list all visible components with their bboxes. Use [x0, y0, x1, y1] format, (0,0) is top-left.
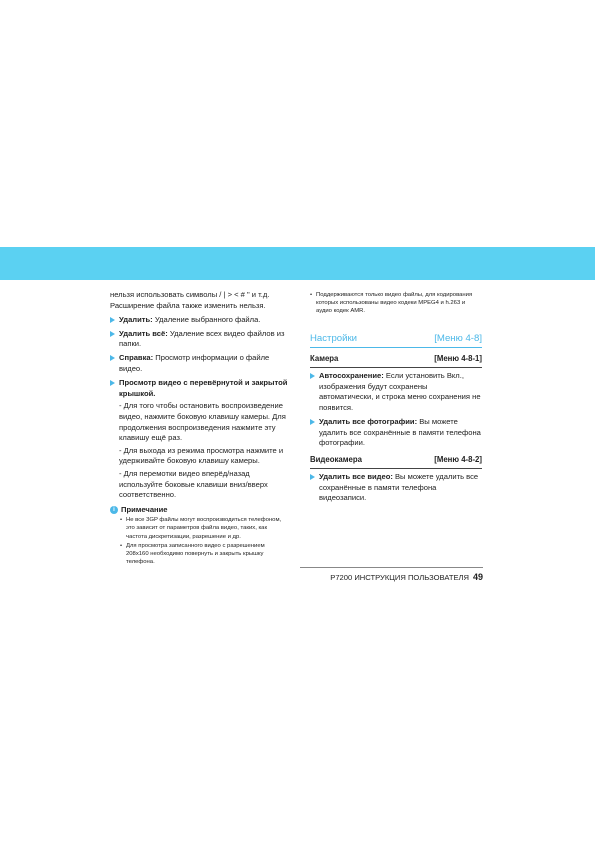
bullet-term: Просмотр видео с перевёрнутой и закрытой крышкой. — [119, 378, 288, 398]
bullet-term: Удалить: — [119, 314, 153, 324]
note-item — [120, 516, 288, 541]
left-column — [110, 290, 288, 567]
info-icon: i — [110, 506, 118, 514]
bullet-arrow-icon — [110, 355, 115, 361]
bullet-text: Удаление всех видео файлов из папки. — [119, 328, 285, 349]
bullet-dot-icon: • — [310, 292, 313, 298]
dash-item-rewind: - Для перемотки видео вперёд/назад используйте боковые клавиши вниз/вверх соответственно. — [119, 468, 268, 500]
section-header-settings — [310, 334, 482, 349]
bullet-arrow-icon — [110, 317, 115, 323]
bullet-text: Вы можете удалить все сохранённые в памяти телефона фотографии. — [319, 417, 481, 448]
intro-line-2: Расширение файла также изменить нельзя. — [110, 300, 266, 310]
dash-item-stop: - Для того чтобы остановить воспроизведение видео, нажмите боковую клавишу камеры. Для продолжения воспроизведения нажмите эту клавишу ещё раз. — [119, 401, 286, 443]
bullet-text: Вы можете удалить все сохранённые в памяти телефона видеозаписи. — [319, 472, 479, 503]
subsection-header-camera — [310, 354, 482, 368]
subsection-menu-code: [Меню 4-8-2] — [434, 454, 482, 464]
section-title: Настройки — [310, 332, 358, 344]
subsection-menu-code: [Меню 4-8-1] — [434, 354, 482, 364]
bullet-autosave — [310, 371, 482, 413]
footer-title: P7200 ИНСТРУКЦИЯ ПОЛЬЗОВАТЕЛЯ — [330, 573, 469, 582]
bullet-arrow-icon — [310, 474, 315, 480]
note-title: Примечание — [121, 504, 168, 514]
section-menu-code: [Меню 4-8] — [434, 332, 482, 344]
bullet-dot-icon: • — [120, 517, 123, 524]
codec-note — [310, 291, 482, 316]
header-color-band — [0, 247, 595, 280]
note-item — [120, 542, 288, 567]
bullet-term: Удалить все фотографии: — [319, 417, 418, 427]
bullet-term: Справка: — [119, 353, 154, 363]
bullet-delete-videos — [310, 472, 482, 504]
right-column — [310, 290, 482, 504]
subsection-title: Камера — [310, 354, 339, 364]
bullet-arrow-icon — [110, 380, 115, 386]
subsection-title: Видеокамера — [310, 454, 362, 464]
codec-note-text: Поддерживаются только видео файлы, для кодирования которых использованы видео кодеки MPEG4 и h.263 и аудио кодек AMR. — [316, 292, 473, 315]
bullet-term: Удалить все видео: — [319, 472, 393, 482]
bullet-flip-view — [110, 378, 288, 399]
bullet-delete-all — [110, 329, 288, 350]
bullet-text: Удаление выбранного файла. — [152, 314, 261, 324]
bullet-arrow-icon — [310, 373, 315, 379]
bullet-help — [110, 353, 288, 374]
page-number: 49 — [472, 572, 483, 582]
bullet-text: Просмотр информации о файле видео. — [119, 353, 270, 374]
bullet-text: Если установить Вкл., изображения будут сохранены автоматически, и строка меню сохранения не появится. — [319, 371, 481, 413]
bullet-delete-photos — [310, 417, 482, 449]
intro-line-1: нельзя использовать символы / | > < # " и т.д. — [110, 290, 270, 299]
bullet-term: Автосохранение: — [319, 371, 384, 381]
bullet-arrow-icon — [110, 331, 115, 337]
note-item-text: Для просмотра записанного видео с разрешением 208х160 необходимо повернуть и закрыть крышку телефона. — [126, 542, 265, 566]
page-footer — [300, 567, 483, 582]
subsection-header-videocamera — [310, 455, 482, 469]
bullet-delete — [110, 315, 288, 326]
note-item-text: Не все 3GP файлы могут воспроизводиться телефоном, это зависит от параметров файла видео, таких, как частота дискретизации, разрешение и др. — [126, 517, 282, 540]
dash-item-exit: - Для выхода из режима просмотра нажмите и удерживайте боковую клавишу камеры. — [119, 445, 284, 466]
bullet-dot-icon: • — [120, 542, 123, 549]
note-heading — [110, 505, 288, 516]
bullet-term: Удалить всё: — [119, 328, 168, 338]
bullet-arrow-icon — [310, 419, 315, 425]
